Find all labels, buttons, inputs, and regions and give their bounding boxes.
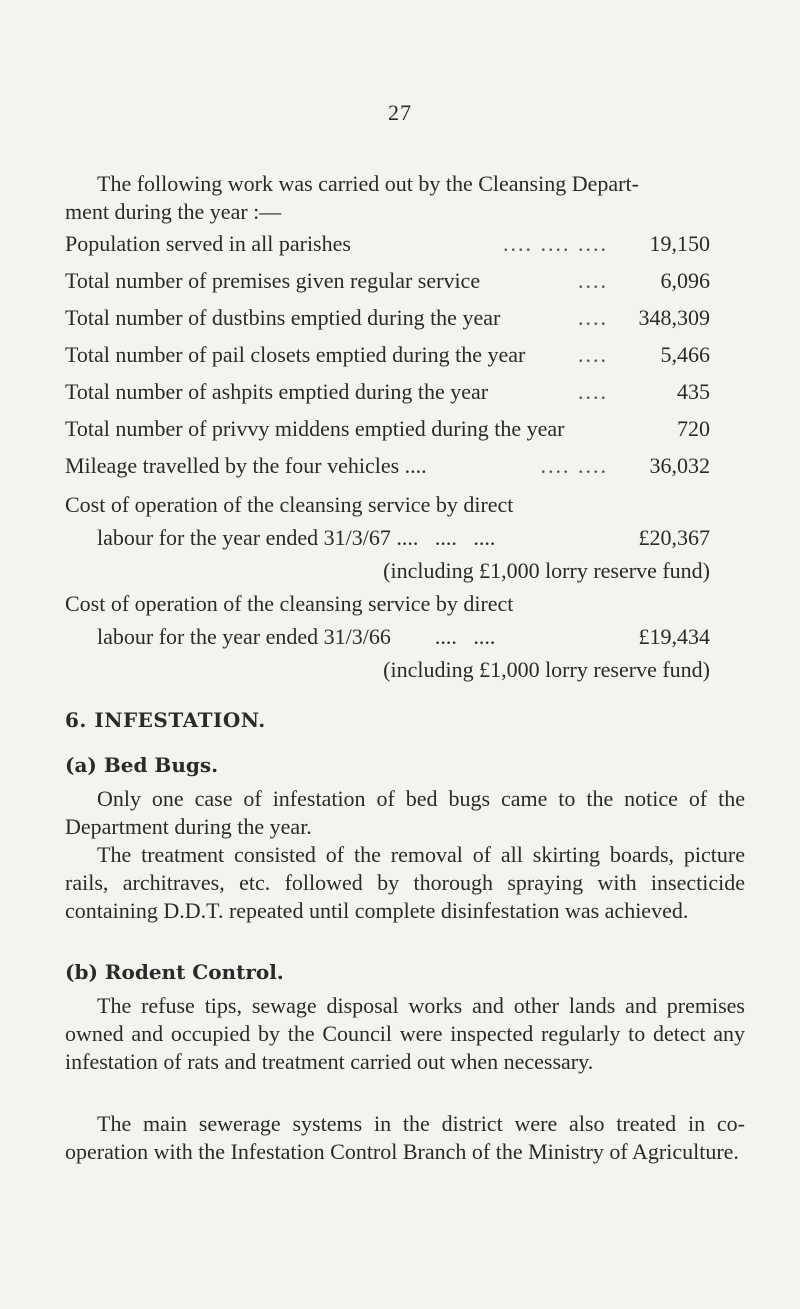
stat-value: 348,309 [638, 305, 710, 330]
paragraph-text: The refuse tips, sewage disposal works and other lands and premises owned and occupied by the Council were inspected regularly to detect any infestation of rats and treatment carried out when necessary. [65, 993, 745, 1074]
cost-line-2 [65, 521, 710, 554]
stat-row-dustbins [65, 304, 710, 332]
cost-value: £20,367 [638, 525, 710, 550]
cost-line-2 [65, 620, 710, 653]
cost-line-1: Cost of operation of the cleansing service by direct [65, 591, 514, 616]
stat-row-mileage [65, 452, 710, 480]
stat-leader-dots: .... [578, 342, 608, 367]
subheading-bed-bugs: (a) Bed Bugs. [65, 753, 219, 777]
cost-note: (including £1,000 lorry reserve fund) [383, 558, 710, 583]
stat-value: 6,096 [660, 268, 710, 293]
stat-label: Total number of premises given regular service [65, 268, 481, 293]
stat-row-population [65, 230, 710, 258]
stat-leader-dots: .... [578, 305, 608, 330]
stat-label: Total number of dustbins emptied during the year [65, 305, 501, 330]
stat-row-pail-closets [65, 341, 710, 369]
stat-value: 36,032 [649, 453, 710, 478]
stat-label: Population served in all parishes [65, 231, 351, 256]
paragraph-text: Only one case of infestation of bed bugs came to the notice of the Department during the year. [65, 786, 745, 839]
stat-leader-dots: .... [578, 268, 608, 293]
cost-label: labour for the year ended 31/3/66 .... .... [97, 624, 496, 649]
intro-line-1: The following work was carried out by the Cleansing Depart- [97, 171, 639, 196]
subheading-rodent-control: (b) Rodent Control. [65, 960, 284, 984]
paragraph-rodent-1 [65, 992, 745, 1076]
paragraph-text: The treatment consisted of the removal of all skirting boards, picture rails, architraves, etc. followed by thorough spraying with insecticide containing D.D.T. repeated until complete disinfestation was achieved. [65, 842, 745, 923]
cost-note: (including £1,000 lorry reserve fund) [383, 657, 710, 682]
stat-value: 435 [677, 379, 710, 404]
intro-line-2: ment during the year :— [65, 199, 282, 224]
page-number: 27 [388, 100, 412, 125]
cost-line-1: Cost of operation of the cleansing service by direct [65, 492, 514, 517]
paragraph-text: The main sewerage systems in the district were also treated in co-operation with the Infestation Control Branch of the Ministry of Agriculture. [65, 1111, 745, 1164]
section-heading-infestation: 6. INFESTATION. [65, 708, 266, 732]
stat-leader-dots: .... .... .... [503, 231, 608, 256]
cost-label: labour for the year ended 31/3/67 .... .... .... [97, 525, 496, 550]
stat-value: 19,150 [649, 231, 710, 256]
paragraph-rodent-2 [65, 1110, 745, 1166]
paragraph-bed-bugs-2 [65, 841, 745, 925]
cost-block-1966 [65, 587, 710, 686]
stat-leader-dots: .... [578, 379, 608, 404]
stat-label: Total number of ashpits emptied during the year [65, 379, 489, 404]
stat-value: 5,466 [660, 342, 710, 367]
stat-value: 720 [677, 416, 710, 441]
stat-label: Total number of privvy middens emptied during the year [65, 416, 565, 441]
intro-paragraph [65, 170, 740, 226]
cost-block-1967 [65, 488, 710, 587]
stat-label: Mileage travelled by the four vehicles .... [65, 453, 427, 478]
stat-row-premises [65, 267, 710, 295]
paragraph-bed-bugs-1 [65, 785, 745, 841]
stat-leader-dots: .... .... [540, 453, 608, 478]
stat-row-privvy-middens [65, 415, 710, 443]
stat-label: Total number of pail closets emptied during the year [65, 342, 526, 367]
stat-row-ashpits [65, 378, 710, 406]
cost-value: £19,434 [638, 624, 710, 649]
